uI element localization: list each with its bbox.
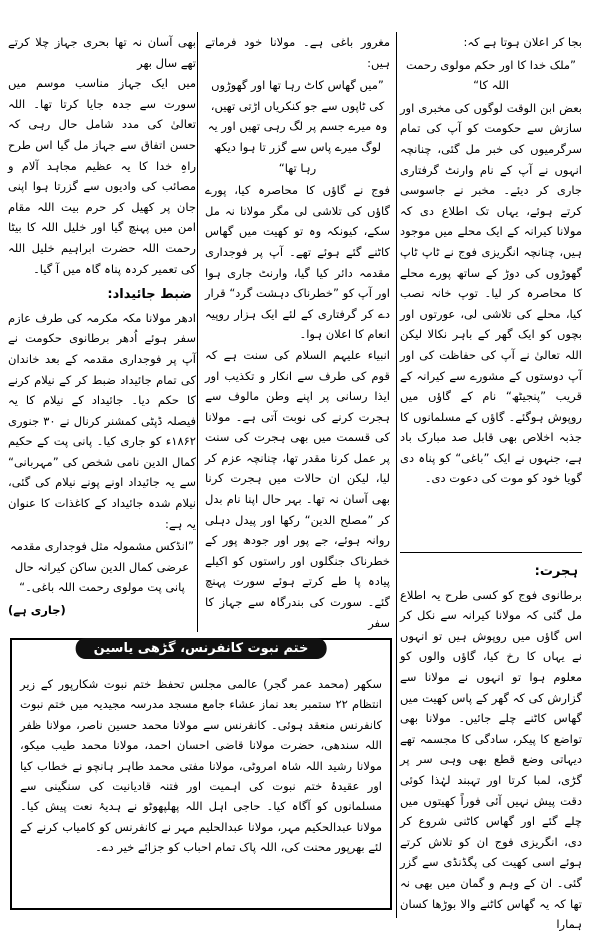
hijrat-section-divider xyxy=(400,552,582,553)
hijrat-heading: ہجرت: xyxy=(534,564,578,579)
column-rule xyxy=(197,32,198,632)
right-column-intro: بجا کر اعلان ہوتا ہے کہ: xyxy=(463,35,582,49)
right-column xyxy=(400,32,582,550)
middle-column xyxy=(205,32,390,630)
grass-cutting-quote: ”میں گھاس کاٹ رہا تھا اور گھوڑوں کی ٹاپوں سے جو کنکریاں اڑتی تھیں، وہ میرے جسم پر لگ رہی تھیں اور یہ لوگ میرے پاس سے گزر تا ہوا دیکھ رہا تھا“ xyxy=(207,78,388,175)
left-column-paragraph: ادھر مولانا مکہ مکرمہ کی طرف عازم سفر ہوئے اُدھر برطانوی حکومت نے آپ پر فوجداری مقدمہ کے بعد خاندان کی تمام جائیداد ضبط کر کے نیلام کرنے کا حکم دیا۔ جائیداد کے نیلام کا یہ فیصلہ ڈپٹی کمشنر کرنال نے ۳۰ جنوری ۱۸۶۲ء کو جاری کیا۔ پانی پت کے حکیم کمال الدین نامی شخص کی ”مہربانی“ سے یہ جائیداد اونے پونے نیلام کی گئی، نیلام شدہ جائیداد کے کاغذات کا عنوان یہ ہے: xyxy=(8,310,196,531)
news-box-banner: ختم نبوت کانفرنس، گڑھی یاسین xyxy=(76,638,327,659)
case-title-quote: ”انڈکس مشمولہ مثل فوجداری مقدمہ عرضی کمال الدین ساکن کیرانہ حال پانی پت مولوی رحمت اللہ باغی۔“ xyxy=(10,539,194,595)
left-column-intro: بھی آسان نہ تھا بحری جہاز چلا کرتے تھے سال بھر xyxy=(8,35,196,70)
hijrat-paragraph: برطانوی فوج کو کسی طرح یہ اطلاع مل گئی کہ مولانا کیرانہ سے نکل کر اس گاؤں میں روپوش ہیں تو انہوں نے یہاں کا رخ کیا، گاؤں والوں کو معلوم ہوا تو انہوں نے مولانا سے گزارش کی کہ گھر کے پاس کھیت میں گھاس کاٹنے چلے جائیں۔ مولانا بھی تواضع کا پیکر، سادگی کا مجسمہ تھے دیہاتی وضع قطع بھی وہی سر پر گڑی، لمبا کرتا اور تہبند لہٰذا کوئی دقت پیش نہیں آئی فوراً کھیتوں میں چلے گئے اور گھاس کاٹنی شروع کر دی، انگریزی فوج ان کو تلاش کرتے ہوئے اسی کھیت کی پگڈنڈی سے گزر گئی۔ ان کے وہم و گمان میں بھی نہ تھا کہ یہ گھاس کاٹنے والا بوڑھا کسان ہمارا xyxy=(400,587,582,932)
left-column-paragraph: میں ایک جہاز مناسب موسم میں سورت سے جدہ جایا کرتا تھا۔ اللہ تعالیٰ کی مدد شامل حال رہی کہ حسن اتفاق سے جہاز مل گیا اس طرح راہِ خدا کا یہ عظیم مجاہد آلام و مصائب کی وادیوں سے گزرتا ہوا اپنی جان پر کھیل کر حرم بیت اللہ مقام امن میں پہنچ گیا اور خلیل اللہ کا بیٹا رحمت اللہ حضرت ابراہیم خلیل اللہ کی تعمیر کردہ پناہ گاہ میں آ گیا۔ xyxy=(8,76,196,276)
news-box xyxy=(10,638,392,910)
middle-column-intro: مغرور باغی ہے۔ مولانا خود فرماتے ہیں: xyxy=(205,35,390,70)
news-box-text: سکھر (محمد عمر گجر) عالمی مجلس تحفظ ختم نبوت شکارپور کے زیر انتظام ۲۲ ستمبر بعد نماز عشاء جامع مسجد مدرسہ مجیدیہ میں ختم نبوت کانفرنس منعقد ہوئی۔ کانفرنس سے مولانا محمد حسین ناصر، مولانا ظفر اللہ سندھی، حضرت مولانا قاضی احسان احمد، مولانا محمد طیب میکو، مولانا رشید اللہ شاہ امروٹی، مولانا مفتی محمد طاہر ہانچو نے خطاب کیا اور عقیدۂ ختم نبوت کی اہمیت اور فتنہ قادیانیت کی سنگینی سے مسلمانوں کو آگاہ کیا۔ حاجی اہل اللہ پھلپھوٹو نے ہدیۂ نعت پیش کیا۔ مولانا عبدالحکیم مہر، مولانا عبدالحلیم مہر نے کانفرنس کو کامیاب کرنے کے لئے بھرپور محنت کی، اللہ پاک تمام احباب کو جزائے خیر دے۔ xyxy=(20,677,382,855)
column-rule xyxy=(396,32,397,918)
middle-column-paragraph: انبیاء علیہم السلام کی سنت ہے کہ قوم کی طرف سے انکار و تکذیب اور ایذا رسانی پر اپنے وطن مالوف سے ہجرت کرنے کی نوبت آتی ہے۔ مولانا کی قسمت میں بھی ہجرت کی سنت پر عمل کرنا مقدر تھا، چنانچہ عزم کر لیا، لیکن ان حالات میں ہجرت کرنا بھی آسان نہ تھا۔ بہر حال اپنا نام بدل کر ”مصلح الدین“ رکھا اور پیدل دہلی روانہ ہوئے، جے پور اور جودھ پور کے خطرناک جنگلوں اور راستوں کو اکیلے پیادہ پا طے کرتے ہوئے سورت پہنچ گئے۔ سورت کی بندرگاہ سے جہاز کا سفر xyxy=(205,347,390,630)
continued-label: (جاری ہے) xyxy=(8,603,66,618)
right-column-paragraph: بعض ابن الوقت لوگوں کی مخبری اور سازش سے حکومت کو آپ کی تمام سرگرمیوں کی خبر مل گئی، چنانچہ انہوں نے آپ کے نام وارنٹ گرفتاری جاری کر دیئے۔ مخبر نے جاسوسی کرتے ہوئے، یہاں تک اطلاع دی کہ مولانا کیرانہ کے ایک محلے میں موجود ہیں، چنانچہ انگریزی فوج نے ٹاپ ٹاپ گھوڑوں کی دوڑ کے ساتھ پورے محلے کا محاصرہ کر لیا۔ توپ خانہ نصب کیا، محلے کی تلاشی لی، عورتوں اور بچوں کو ایک گھر کے باہر نکالا لیکن اللہ تعالیٰ نے آپ کی حفاظت کی اور آپ دوستوں کے مشورے سے کیرانہ کے قریب ”پنجیٹھ“ نام کے گاؤں میں روپوش ہوگئے۔ گاؤں کے مسلمانوں کا جذبہ اخلاص بھی قابل صد مبارک باد ہے، جنہوں نے ایک ”باغی“ کو پناہ دی گویا خود کو موت کی دعوت دی۔ xyxy=(400,100,582,486)
hijrat-section xyxy=(400,556,582,932)
left-column xyxy=(8,32,196,635)
property-confiscation-heading: ضبط جائیداد: xyxy=(107,287,192,303)
middle-column-paragraph: فوج نے گاؤں کا محاصرہ کیا، پورے گاؤں کی تلاشی لی مگر مولانا نہ مل سکے، کیونکہ وہ تو کھیت میں گھاس کاٹنے گئے ہوئے تھے۔ آپ پر فوجداری مقدمہ دائر کیا گیا، وارنٹ جاری ہوا اور آپ کو ”خطرناک دہشت گرد“ قرار دے کر گرفتاری کے لئے ایک ہزار روپیہ انعام کا اعلان ہوا۔ xyxy=(205,183,390,342)
news-box-body xyxy=(20,674,382,858)
slogan-quote: ”ملک خدا کا اور حکم مولوی رحمت اللہ کا“ xyxy=(405,57,577,93)
